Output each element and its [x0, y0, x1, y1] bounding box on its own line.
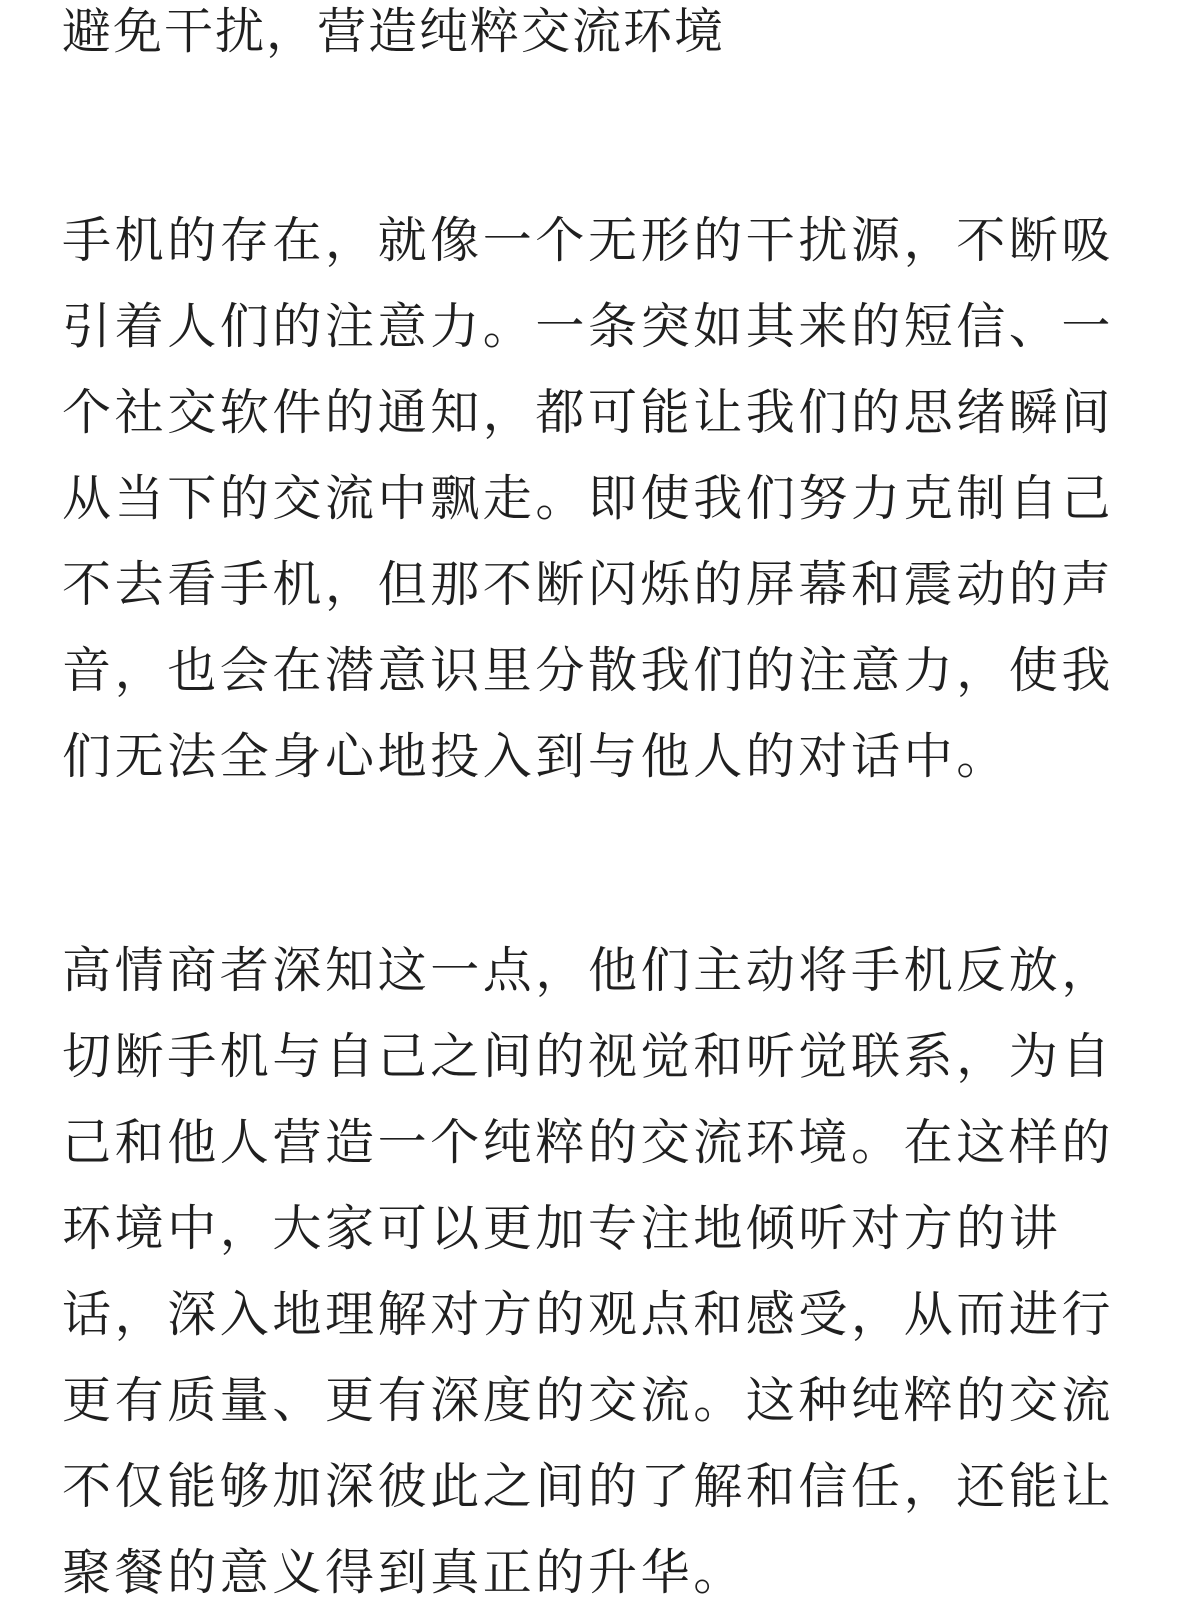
paragraph-line: 切断手机与自己之间的视觉和听觉联系，为自	[62, 1028, 1115, 1085]
paragraph-line: 环境中，大家可以更加专注地倾听对方的讲	[62, 1200, 1062, 1257]
paragraph-line: 不去看手机，但那不断闪烁的屏幕和震动的声	[62, 556, 1115, 613]
paragraph-line: 己和他人营造一个纯粹的交流环境。在这样的	[62, 1114, 1115, 1171]
section-heading: 避免干扰，营造纯粹交流环境	[62, 3, 726, 60]
paragraph-line: 高情商者深知这一点，他们主动将手机反放，	[62, 942, 1115, 999]
paragraph-line: 音，也会在潜意识里分散我们的注意力，使我	[62, 642, 1115, 699]
paragraph-line: 们无法全身心地投入到与他人的对话中。	[62, 728, 1009, 785]
paragraph-line: 不仅能够加深彼此之间的了解和信任，还能让	[62, 1458, 1115, 1515]
paragraph-line: 手机的存在，就像一个无形的干扰源，不断吸	[62, 212, 1115, 269]
paragraph-line: 个社交软件的通知，都可能让我们的思绪瞬间	[62, 384, 1115, 441]
paragraph-line: 话，深入地理解对方的观点和感受，从而进行	[62, 1286, 1115, 1343]
paragraph-line: 更有质量、更有深度的交流。这种纯粹的交流	[62, 1372, 1115, 1429]
paragraph-line: 聚餐的意义得到真正的升华。	[62, 1544, 746, 1601]
paragraph-line: 引着人们的注意力。一条突如其来的短信、一	[62, 298, 1115, 355]
paragraph-line: 从当下的交流中飘走。即使我们努力克制自己	[62, 470, 1115, 527]
